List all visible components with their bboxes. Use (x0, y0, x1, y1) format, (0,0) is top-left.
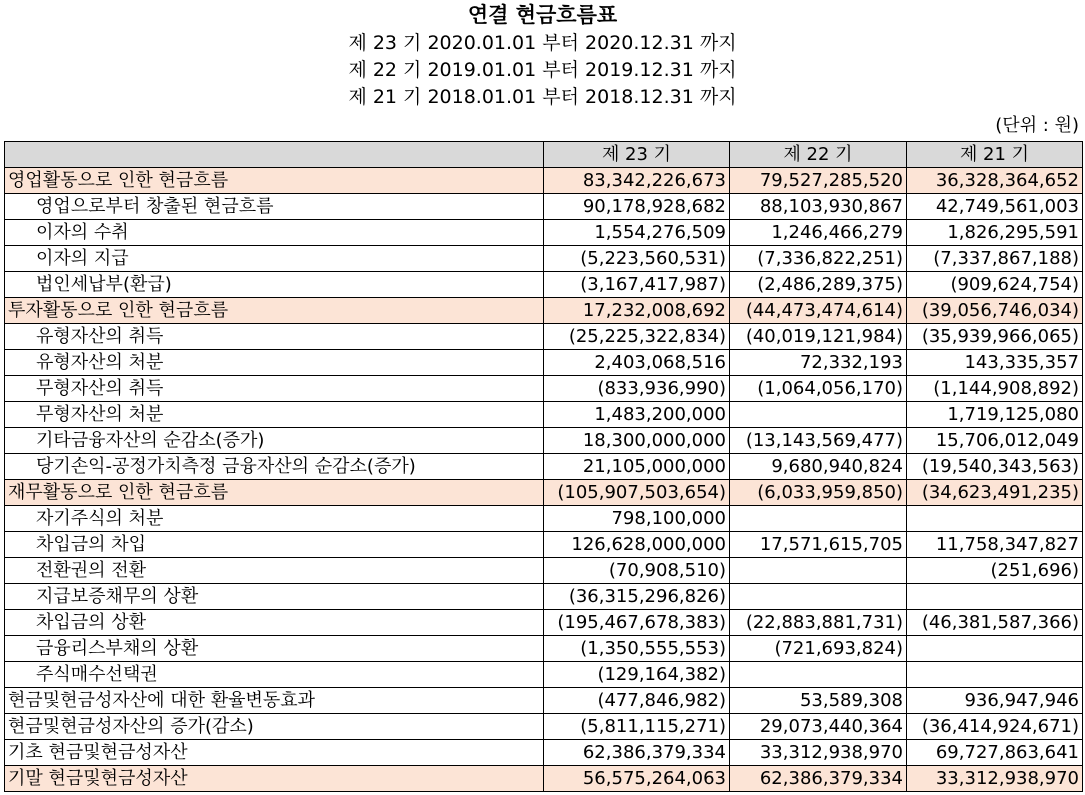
cell-21: 11,758,347,827 (907, 532, 1083, 558)
row-label: 자기주식의 처분 (5, 506, 544, 532)
cell-23: (477,846,982) (544, 688, 730, 714)
cell-23: 1,483,200,000 (544, 402, 730, 428)
row-label: 기말 현금및현금성자산 (5, 766, 544, 792)
row-label: 영업으로부터 창출된 현금흐름 (5, 194, 544, 220)
cell-23: 83,342,226,673 (544, 168, 730, 194)
cash-flow-table (4, 141, 1083, 792)
cell-22: 17,571,615,705 (730, 532, 907, 558)
cell-21: (251,696) (907, 558, 1083, 584)
table-row (5, 272, 1083, 298)
report-title: 연결 현금흐름표 (467, 2, 618, 27)
table-row (5, 636, 1083, 662)
row-label: 현금및현금성자산의 증가(감소) (5, 714, 544, 740)
cell-22 (730, 506, 907, 532)
cell-21 (907, 636, 1083, 662)
cell-22 (730, 584, 907, 610)
cell-22 (730, 402, 907, 428)
row-label: 당기손익-공정가치측정 금융자산의 순감소(증가) (5, 454, 544, 480)
table-row (5, 532, 1083, 558)
table-row (5, 610, 1083, 636)
cell-22: 29,073,440,364 (730, 714, 907, 740)
row-label: 기초 현금및현금성자산 (5, 740, 544, 766)
header-col-21: 제 21 기 (907, 142, 1083, 168)
row-label: 이자의 지급 (5, 246, 544, 272)
cell-23: (36,315,296,826) (544, 584, 730, 610)
cell-22: (6,033,959,850) (730, 480, 907, 506)
cell-23: (70,908,510) (544, 558, 730, 584)
cell-22: 9,680,940,824 (730, 454, 907, 480)
table-row-investing-total (5, 298, 1083, 324)
cell-21: (39,056,746,034) (907, 298, 1083, 324)
table-row-ending-cash (5, 766, 1083, 792)
row-label: 지급보증채무의 상환 (5, 584, 544, 610)
cell-21: (909,624,754) (907, 272, 1083, 298)
table-row (5, 558, 1083, 584)
cell-21: 15,706,012,049 (907, 428, 1083, 454)
cell-23: 17,232,008,692 (544, 298, 730, 324)
row-label: 기타금융자산의 순감소(증가) (5, 428, 544, 454)
cell-23: (5,811,115,271) (544, 714, 730, 740)
table-row (5, 454, 1083, 480)
table-row-financing-total (5, 480, 1083, 506)
row-label: 유형자산의 취득 (5, 324, 544, 350)
cell-23: 798,100,000 (544, 506, 730, 532)
row-label: 재무활동으로 인한 현금흐름 (5, 480, 544, 506)
table-row (5, 324, 1083, 350)
cell-22: (13,143,569,477) (730, 428, 907, 454)
table-row (5, 350, 1083, 376)
cell-22: (2,486,289,375) (730, 272, 907, 298)
cell-23: 1,554,276,509 (544, 220, 730, 246)
cell-23: (105,907,503,654) (544, 480, 730, 506)
cell-22: (22,883,881,731) (730, 610, 907, 636)
row-label: 주식매수선택권 (5, 662, 544, 688)
row-label: 유형자산의 처분 (5, 350, 544, 376)
cell-22: 1,246,466,279 (730, 220, 907, 246)
table-row (5, 584, 1083, 610)
cell-22: 88,103,930,867 (730, 194, 907, 220)
row-label: 투자활동으로 인한 현금흐름 (5, 298, 544, 324)
cell-23: (1,350,555,553) (544, 636, 730, 662)
table-row (5, 688, 1083, 714)
header-col-23: 제 23 기 (544, 142, 730, 168)
cell-23: 62,386,379,334 (544, 740, 730, 766)
cell-21: (7,337,867,188) (907, 246, 1083, 272)
cell-21: 1,826,295,591 (907, 220, 1083, 246)
cell-23: 90,178,928,682 (544, 194, 730, 220)
header-label-cell (5, 142, 544, 168)
row-label: 법인세납부(환급) (5, 272, 544, 298)
row-label: 금융리스부채의 상환 (5, 636, 544, 662)
cell-22: 33,312,938,970 (730, 740, 907, 766)
row-label: 영업활동으로 인한 현금흐름 (5, 168, 544, 194)
cell-23: (195,467,678,383) (544, 610, 730, 636)
cell-22: 62,386,379,334 (730, 766, 907, 792)
unit-label: (단위 : 원) (995, 115, 1079, 136)
header-col-22: 제 22 기 (730, 142, 907, 168)
cell-22: (44,473,474,614) (730, 298, 907, 324)
period-line-23: 제 23 기 2020.01.01 부터 2020.12.31 까지 (348, 32, 737, 54)
table-row (5, 194, 1083, 220)
table-row (5, 220, 1083, 246)
cell-23: (833,936,990) (544, 376, 730, 402)
table-row (5, 376, 1083, 402)
cell-23: (3,167,417,987) (544, 272, 730, 298)
cell-23: 56,575,264,063 (544, 766, 730, 792)
table-row (5, 714, 1083, 740)
table-row (5, 246, 1083, 272)
row-label: 현금및현금성자산에 대한 환율변동효과 (5, 688, 544, 714)
cell-21: 36,328,364,652 (907, 168, 1083, 194)
row-label: 차입금의 상환 (5, 610, 544, 636)
cell-23: (129,164,382) (544, 662, 730, 688)
cell-22 (730, 662, 907, 688)
row-label: 이자의 수취 (5, 220, 544, 246)
period-line-21: 제 21 기 2018.01.01 부터 2018.12.31 까지 (348, 86, 737, 108)
cell-21 (907, 506, 1083, 532)
cell-22 (730, 558, 907, 584)
row-label: 무형자산의 처분 (5, 402, 544, 428)
cell-21: (19,540,343,563) (907, 454, 1083, 480)
cell-22: 72,332,193 (730, 350, 907, 376)
cell-22: (721,693,824) (730, 636, 907, 662)
row-label: 차입금의 차입 (5, 532, 544, 558)
cell-21: 69,727,863,641 (907, 740, 1083, 766)
table-row-operating-total (5, 168, 1083, 194)
cell-22: 53,589,308 (730, 688, 907, 714)
cell-21 (907, 662, 1083, 688)
cell-23: (5,223,560,531) (544, 246, 730, 272)
cell-21: (46,381,587,366) (907, 610, 1083, 636)
cell-21: (36,414,924,671) (907, 714, 1083, 740)
period-line-22: 제 22 기 2019.01.01 부터 2019.12.31 까지 (348, 59, 737, 81)
cell-21: 42,749,561,003 (907, 194, 1083, 220)
table-row (5, 740, 1083, 766)
cell-21: (35,939,966,065) (907, 324, 1083, 350)
table-row (5, 506, 1083, 532)
cell-23: 2,403,068,516 (544, 350, 730, 376)
cell-22: (40,019,121,984) (730, 324, 907, 350)
cell-22: (1,064,056,170) (730, 376, 907, 402)
cell-23: 21,105,000,000 (544, 454, 730, 480)
cell-23: 18,300,000,000 (544, 428, 730, 454)
cell-23: (25,225,322,834) (544, 324, 730, 350)
cell-21: 936,947,946 (907, 688, 1083, 714)
cell-21: (34,623,491,235) (907, 480, 1083, 506)
cell-21: 143,335,357 (907, 350, 1083, 376)
cell-23: 126,628,000,000 (544, 532, 730, 558)
cell-22: 79,527,285,520 (730, 168, 907, 194)
cell-21: 33,312,938,970 (907, 766, 1083, 792)
cell-21: 1,719,125,080 (907, 402, 1083, 428)
cell-21 (907, 584, 1083, 610)
table-row (5, 402, 1083, 428)
table-header-row (5, 142, 1083, 168)
cell-21: (1,144,908,892) (907, 376, 1083, 402)
table-row (5, 428, 1083, 454)
cell-22: (7,336,822,251) (730, 246, 907, 272)
row-label: 전환권의 전환 (5, 558, 544, 584)
table-row (5, 662, 1083, 688)
row-label: 무형자산의 취득 (5, 376, 544, 402)
